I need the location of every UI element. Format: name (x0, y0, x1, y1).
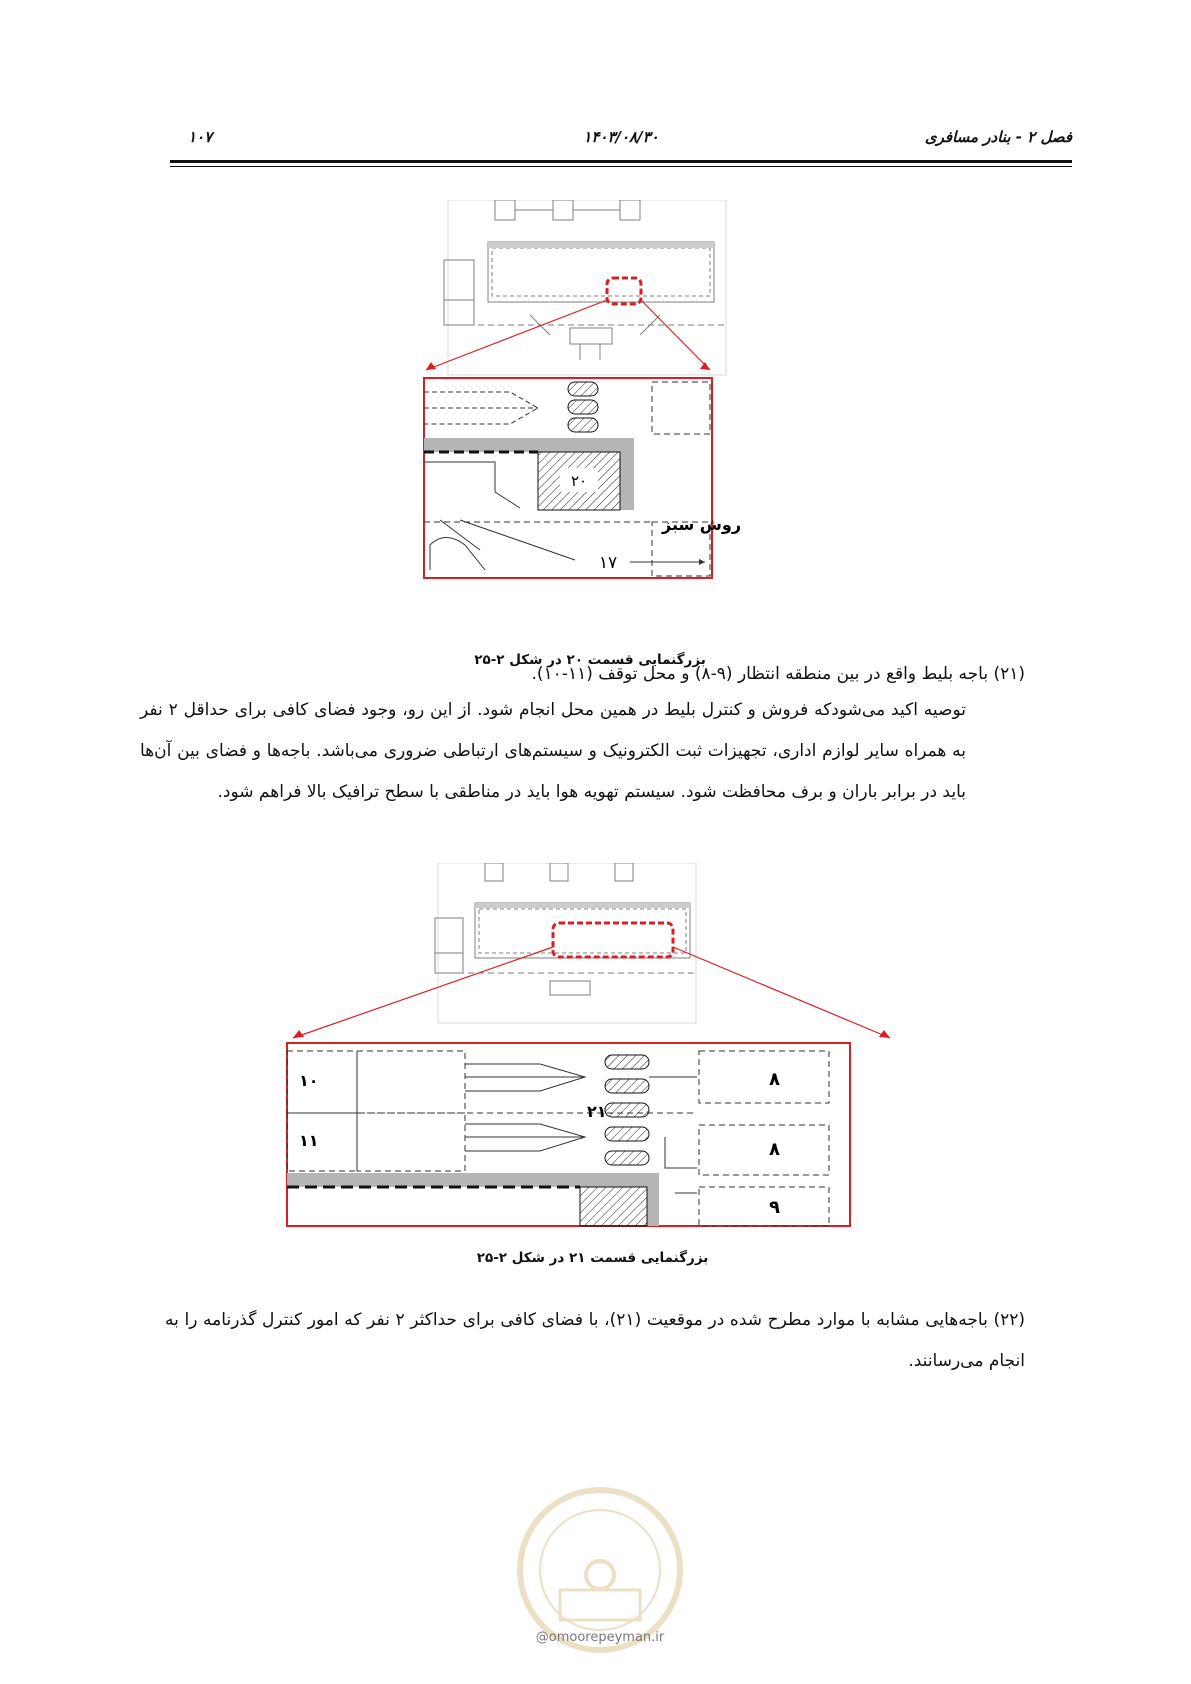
zone-8b-label: ۸ (769, 1139, 780, 1160)
figure-zoom-21 (285, 863, 900, 1243)
zoom-box-21 (287, 1043, 850, 1226)
overview-plan (435, 863, 696, 1023)
booth-label: ۲۰ (570, 472, 588, 490)
header-rule (170, 160, 1072, 163)
zone-8a-label: ۸ (769, 1069, 780, 1090)
zoom-box-20 (424, 378, 741, 578)
item-number: (۲۱) (993, 664, 1025, 684)
item-21-body: توصیه اکید می‌شودکه فروش و کنترل بلیط در همین محل انجام شود. از این رو، وجود فضای کافی برای حداقل ۲ نفر به همراه سایر لوازم اداری، تجهیزات ثبت الکترونیک و سیستم‌های ارتباطی ضروری می‌باشد. باجه‌ها و فضای بین آن‌ها باید در برابر باران و برف محافظت شود. سیستم تهویه هوا باید در مناطقی با سطح ترافیک بالا فراهم شود. (140, 700, 966, 802)
list-item-22 (165, 1300, 1025, 1382)
watermark-text: @omoorepeyman.ir (535, 1630, 665, 1645)
lane-label: ۱۷ (598, 553, 618, 573)
page-number: ۱۰۷ (188, 128, 213, 146)
booth-21-label: ۲۱ (587, 1102, 607, 1121)
item-number: (۲۲) (993, 1310, 1026, 1330)
road-label: روش سبز (662, 515, 742, 534)
zone-10-label: ۱۰ (299, 1071, 319, 1090)
header-rule-thin (170, 166, 1072, 167)
chapter-title: فصل ۲ - بنادر مسافری (924, 128, 1072, 146)
overview-plan (444, 200, 726, 375)
page-header (170, 128, 1072, 150)
item-text: باجه بلیط واقع در بین منطقه انتظار (۹-۸) و محل توقف (۱۱-۱۰). (531, 664, 989, 684)
figure-zoom-20 (420, 200, 760, 625)
list-item-21 (145, 654, 1025, 695)
zone-11-label: ۱۱ (299, 1131, 319, 1150)
figure-caption: بزرگنمایی قسمت ۲۰ در شکل ۲-۲۵ (474, 652, 706, 668)
zone-9-label: ۹ (769, 1197, 780, 1218)
item-text: باجه‌هایی مشابه با موارد مطرح شده در موقعیت (۲۱)، با فضای کافی برای حداکثر ۲ نفر که امور کنترل گذرنامه را به انجام می‌رسانند. (165, 1310, 1025, 1371)
figure-caption: بزرگنمایی قسمت ۲۱ در شکل ۲-۲۵ (476, 1250, 709, 1266)
header-date: ۱۴۰۳/۰۸/۳۰ (583, 128, 659, 146)
